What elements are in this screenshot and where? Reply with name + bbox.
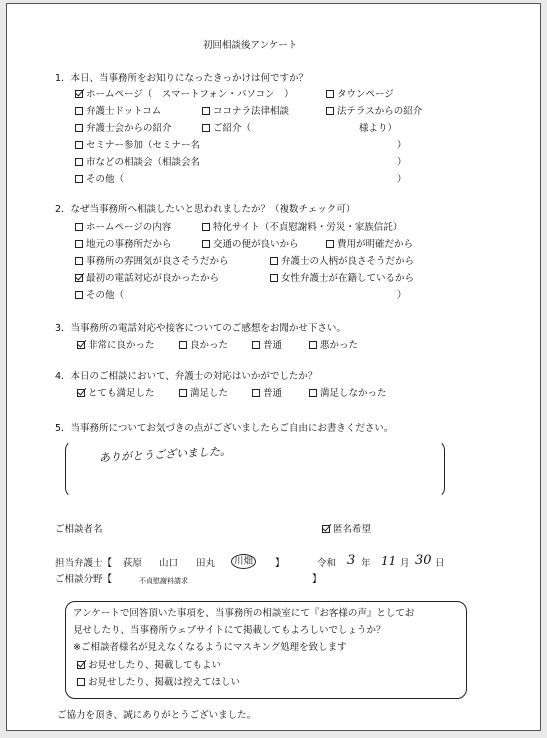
lawyer-label: 担当弁護士【 bbox=[55, 558, 113, 569]
anonymous-option[interactable]: 匿名希望 bbox=[322, 523, 371, 536]
q2-option-lawyer-personality[interactable]: 弁護士の人柄が良さそうだから bbox=[270, 255, 414, 268]
checkbox[interactable] bbox=[252, 341, 260, 349]
checkbox[interactable] bbox=[270, 274, 278, 282]
lawyer-name-yamaguchi[interactable]: 山口 bbox=[159, 558, 179, 569]
close-paren: ） bbox=[397, 157, 407, 168]
q1-option-referral[interactable]: ご紹介（ bbox=[202, 122, 251, 135]
consent-text-3: ※ご相談者様名が見えなくなるようにマスキング処理を致します bbox=[73, 642, 347, 653]
q1-option-bengo4[interactable]: 弁護士ドットコム bbox=[75, 105, 161, 118]
date-day: 30 bbox=[415, 553, 432, 568]
checkbox[interactable] bbox=[77, 678, 85, 686]
checkbox[interactable] bbox=[75, 274, 83, 282]
q4-option-satisfied[interactable]: 満足した bbox=[179, 387, 228, 400]
q2-option-specialized-site[interactable]: 特化サイト（不貞慰謝料・労災・家族信託） bbox=[202, 221, 402, 234]
q2-option-other[interactable]: その他（ bbox=[75, 289, 124, 302]
checkbox[interactable] bbox=[75, 124, 83, 132]
q3-option-good[interactable]: 良かった bbox=[179, 339, 228, 352]
checkbox[interactable] bbox=[202, 240, 210, 248]
survey-page bbox=[6, 3, 541, 731]
q1-option-homepage[interactable]: ホームページ（ スマートフォン・パソコン ） bbox=[75, 88, 294, 101]
q1-option-seminar[interactable]: セミナー参加（セミナー名 bbox=[75, 139, 200, 152]
lawyer-name-tamaru[interactable]: 田丸 bbox=[196, 558, 216, 569]
lawyer-close-bracket: 】 bbox=[275, 558, 285, 569]
close-paren: ） bbox=[397, 140, 407, 151]
checkbox[interactable] bbox=[179, 389, 187, 397]
checkbox[interactable] bbox=[326, 240, 334, 248]
q3-question: 3．当事務所の電話対応や接客についてのご感想をお聞かせ下さい。 bbox=[55, 323, 346, 334]
close-paren: ） bbox=[397, 290, 407, 301]
date-day-unit: 日 bbox=[435, 558, 445, 569]
footer-thanks: ご協力を頂き、誠にありがとうございました。 bbox=[57, 710, 257, 721]
q4-option-very-satisfied[interactable]: とても満足した bbox=[77, 387, 155, 400]
consent-text-2: 見せしたり、当事務所ウェブサイトにて掲載してもよろしいでしょうか？ bbox=[73, 625, 386, 636]
checkbox[interactable] bbox=[202, 107, 210, 115]
checkbox[interactable] bbox=[326, 90, 334, 98]
consent-text-1: アンケートで回答頂いた事項を、当事務所の相談室にて『お客様の声』としてお bbox=[73, 608, 415, 619]
checkbox[interactable] bbox=[179, 341, 187, 349]
checkbox[interactable] bbox=[75, 107, 83, 115]
date-month: 11 bbox=[381, 554, 397, 568]
q1-referral-suffix: 様より） bbox=[359, 123, 398, 134]
checkbox[interactable] bbox=[309, 389, 317, 397]
checkbox[interactable] bbox=[75, 223, 83, 231]
survey-title: 初回相談後アンケート bbox=[203, 40, 298, 51]
q2-question: 2．なぜ当事務所へ相談したいと思われましたか？（複数チェック可） bbox=[55, 204, 356, 215]
q3-option-bad[interactable]: 悪かった bbox=[309, 339, 358, 352]
respondent-label: ご相談者名 bbox=[55, 524, 103, 535]
checkbox[interactable] bbox=[77, 341, 85, 349]
checkbox[interactable] bbox=[77, 389, 85, 397]
q2-option-first-call[interactable]: 最初の電話対応が良かったから bbox=[75, 272, 219, 285]
q4-question: 4．本日のご相談において、弁護士の対応はいかがでしたか？ bbox=[55, 371, 318, 382]
checkbox[interactable] bbox=[270, 257, 278, 265]
checkbox[interactable] bbox=[202, 124, 210, 132]
checkbox[interactable] bbox=[252, 389, 260, 397]
lawyer-name-kawabata-circled[interactable]: 川畑 bbox=[231, 554, 256, 569]
checkbox[interactable] bbox=[75, 90, 83, 98]
q1-option-coconala[interactable]: ココナラ法律相談 bbox=[202, 105, 289, 118]
q2-option-clear-fees[interactable]: 費用が明確だから bbox=[326, 238, 413, 251]
checkbox[interactable] bbox=[75, 240, 83, 248]
q1-question: 1．本日、当事務所をお知りになったきっかけは何ですか？ bbox=[55, 73, 309, 84]
q2-option-access[interactable]: 交通の便が良いから bbox=[202, 238, 299, 251]
q2-option-female-lawyer[interactable]: 女性弁護士が在籍しているから bbox=[270, 272, 414, 285]
checkbox[interactable] bbox=[202, 223, 210, 231]
q2-option-atmosphere[interactable]: 事務所の雰囲気が良さそうだから bbox=[75, 255, 229, 268]
checkbox[interactable] bbox=[75, 175, 83, 183]
checkbox[interactable] bbox=[326, 107, 334, 115]
field-close-bracket: 】 bbox=[312, 574, 322, 585]
free-comment-answer: ありがとうございました。 bbox=[98, 444, 232, 465]
date-era: 令和 bbox=[317, 558, 337, 569]
q3-option-very-good[interactable]: 非常に良かった bbox=[77, 339, 155, 352]
field-value: 不貞慰謝料請求 bbox=[139, 577, 188, 585]
q1-option-bar-association[interactable]: 弁護士会からの紹介 bbox=[75, 122, 172, 135]
checkbox[interactable] bbox=[75, 141, 83, 149]
q5-question: 5．当事務所についてお気づきの点がございましたらご自由にお書きください。 bbox=[55, 423, 394, 434]
consent-option-allow[interactable]: お見せしたり、掲載してもよい bbox=[77, 659, 221, 672]
q1-option-other[interactable]: その他（ bbox=[75, 173, 124, 186]
checkbox[interactable] bbox=[75, 291, 83, 299]
q4-option-normal[interactable]: 普通 bbox=[252, 387, 282, 400]
q3-option-normal[interactable]: 普通 bbox=[252, 339, 282, 352]
date-year: 3 bbox=[347, 553, 356, 568]
checkbox[interactable] bbox=[309, 341, 317, 349]
q1-option-city-consult[interactable]: 市などの相談会（相談会名 bbox=[75, 156, 200, 169]
consent-option-decline[interactable]: お見せしたり、掲載は控えてほしい bbox=[77, 676, 240, 689]
lawyer-name-hagiwara[interactable]: 荻原 bbox=[123, 558, 143, 569]
checkbox[interactable] bbox=[75, 257, 83, 265]
date-year-unit: 年 bbox=[361, 558, 371, 569]
checkbox[interactable] bbox=[75, 158, 83, 166]
q2-option-homepage-content[interactable]: ホームページの内容 bbox=[75, 221, 171, 234]
q1-option-houterasu[interactable]: 法テラスからの紹介 bbox=[326, 105, 422, 118]
q4-option-not-satisfied[interactable]: 満足しなかった bbox=[309, 387, 387, 400]
q1-option-townpage[interactable]: タウンページ bbox=[326, 88, 394, 101]
q2-option-local[interactable]: 地元の事務所だから bbox=[75, 238, 172, 251]
field-label: ご相談分野【 bbox=[55, 574, 113, 585]
close-paren: ） bbox=[397, 174, 407, 185]
checkbox[interactable] bbox=[77, 661, 85, 669]
date-month-unit: 月 bbox=[400, 558, 410, 569]
checkbox[interactable] bbox=[322, 525, 330, 533]
